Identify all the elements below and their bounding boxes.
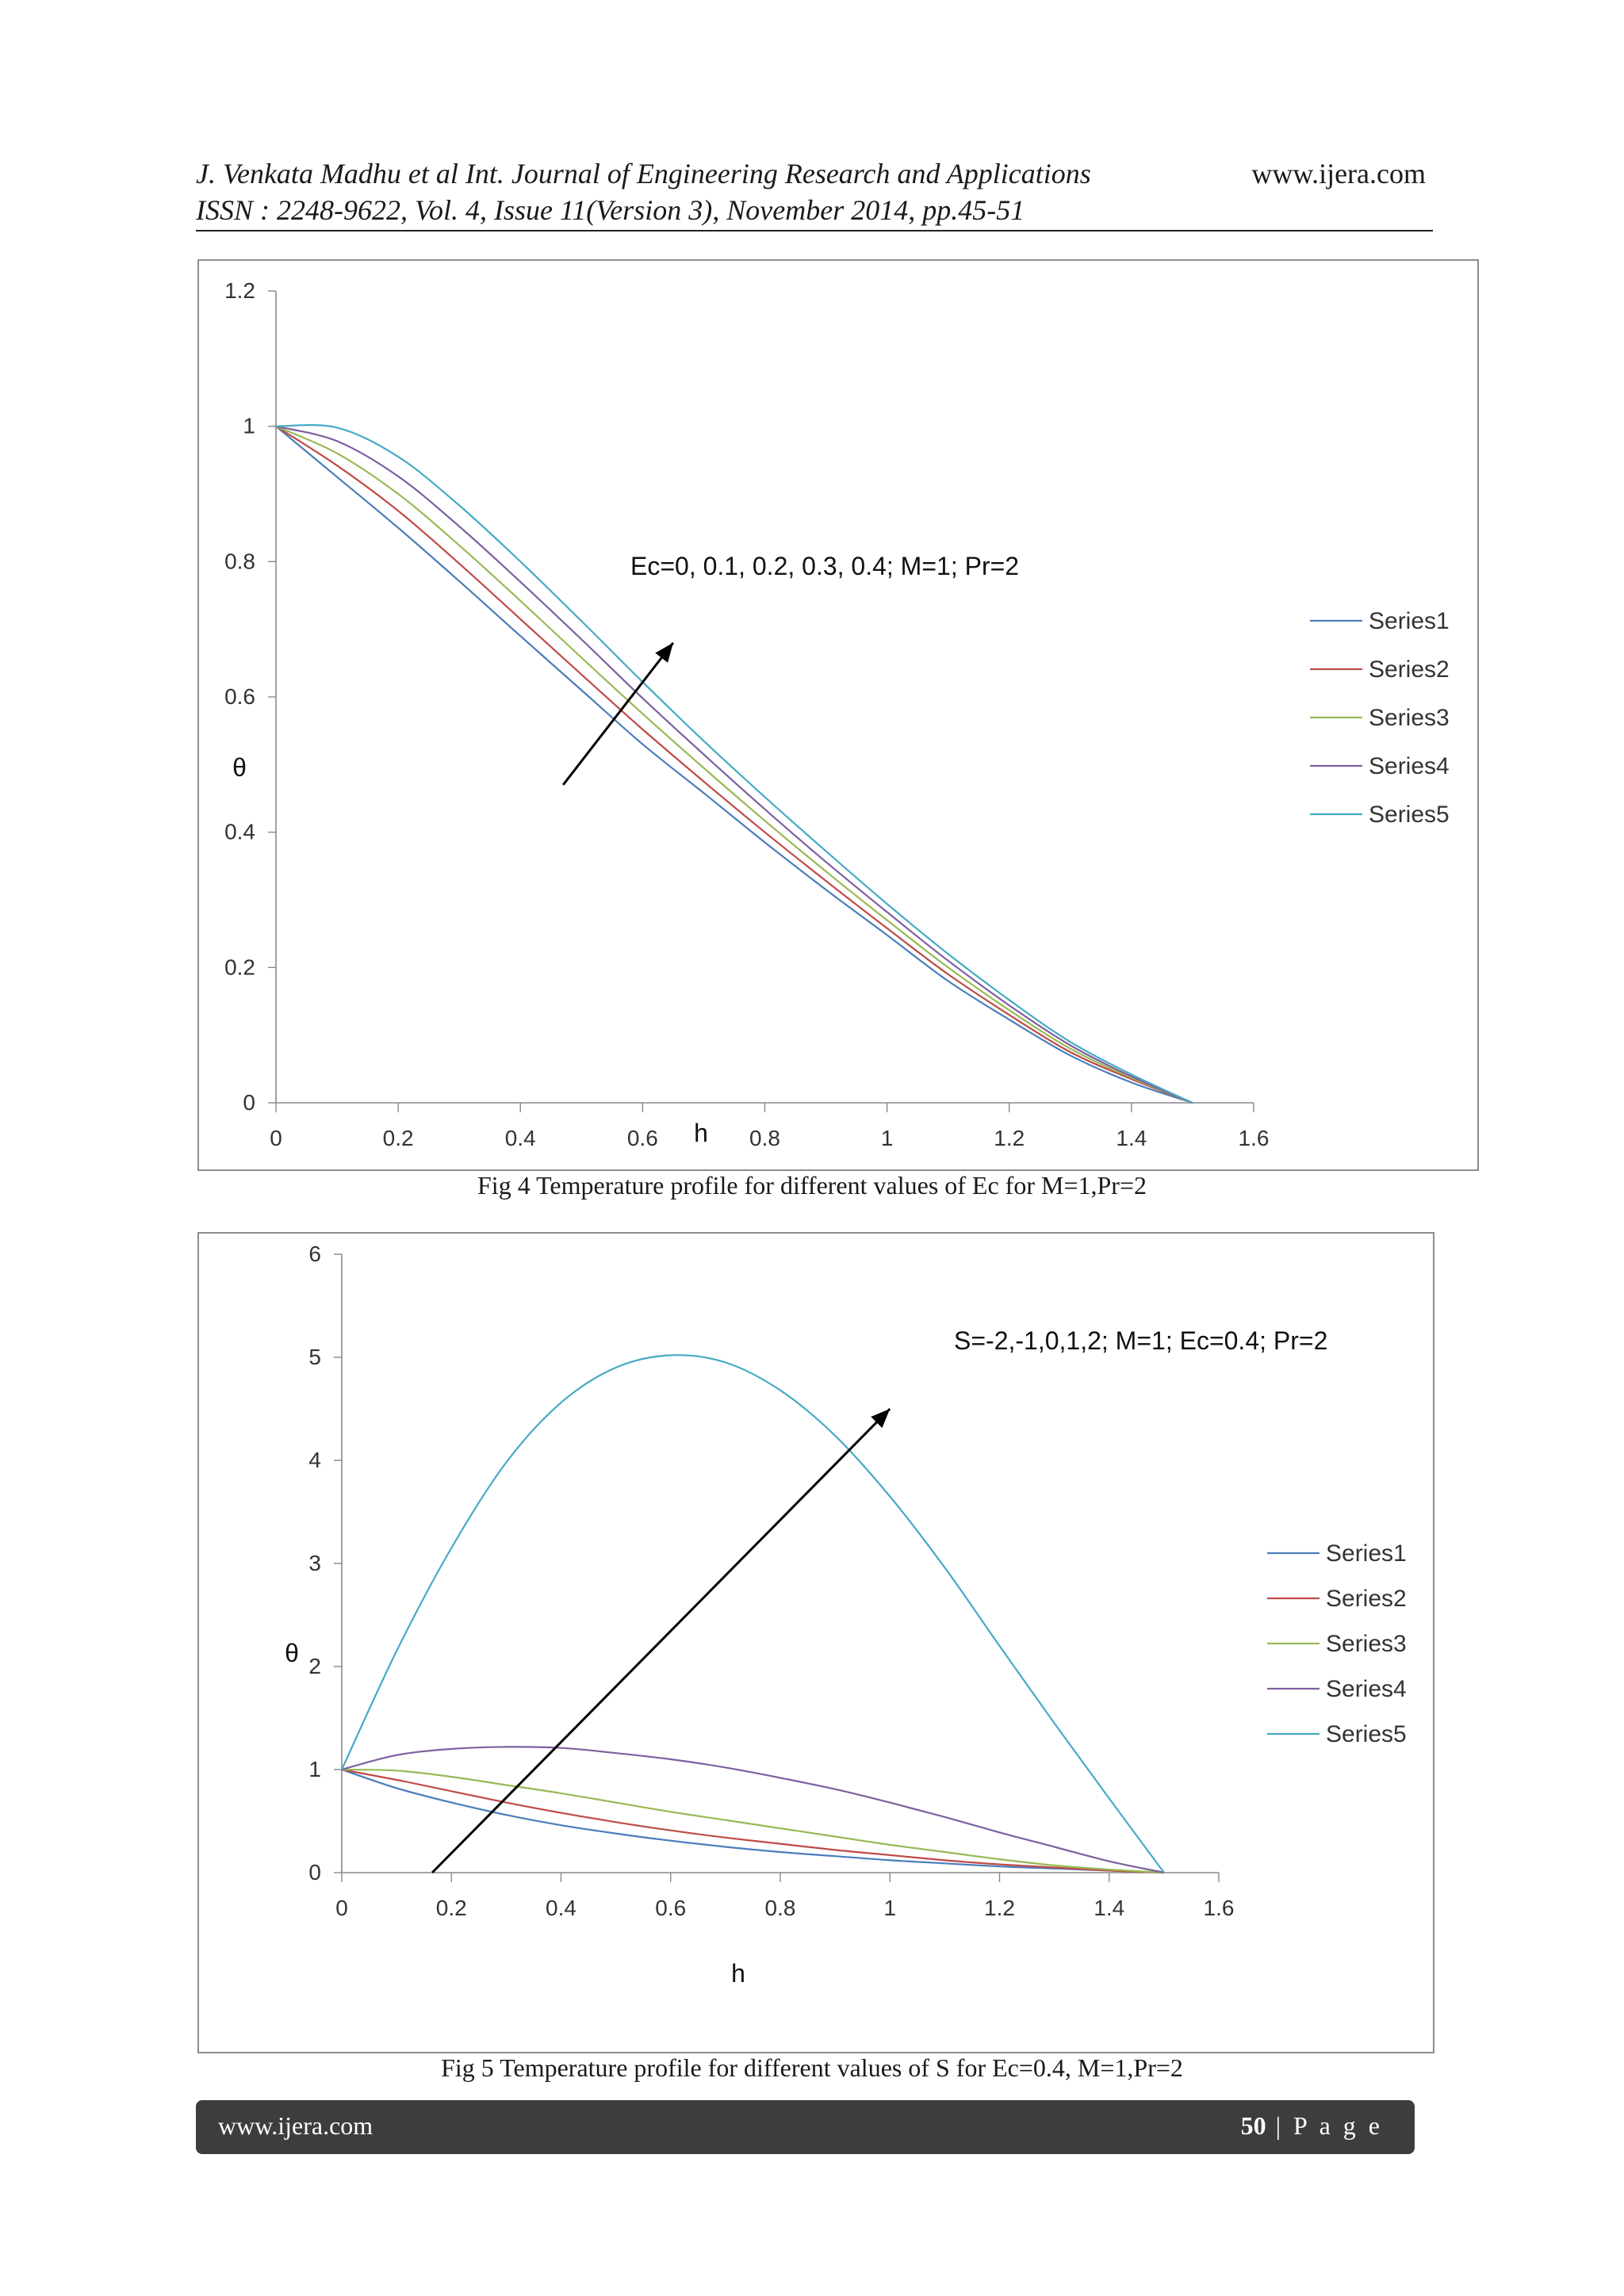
y-tick-label: 0.8	[224, 549, 255, 574]
x-tick-label: 1.2	[994, 1126, 1025, 1150]
series-line-series5	[342, 1355, 1164, 1873]
x-tick-label: 0.8	[764, 1896, 796, 1920]
x-tick-label: 1.4	[1094, 1896, 1125, 1920]
y-tick-label: 0.2	[224, 955, 255, 980]
legend-entry-series1: Series1	[1326, 1540, 1407, 1567]
series-line-series3	[276, 427, 1193, 1103]
y-tick-label: 5	[308, 1345, 321, 1369]
y-axis-label: θ	[285, 1639, 299, 1667]
x-tick-label: 1.6	[1238, 1126, 1270, 1150]
series-line-series4	[276, 427, 1193, 1103]
x-tick-label: 1	[880, 1126, 894, 1150]
x-axis-label: h	[731, 1959, 745, 1988]
y-axis-label: θ	[232, 753, 247, 782]
footer-page-indicator	[1241, 2111, 1383, 2141]
x-tick-label: 1.4	[1116, 1126, 1147, 1150]
legend-entry-series2: Series2	[1369, 656, 1450, 683]
y-tick-label: 1	[243, 413, 255, 438]
x-tick-label: 0	[335, 1896, 348, 1920]
y-tick-label: 0.4	[224, 819, 255, 844]
legend-entry-series4: Series4	[1369, 753, 1450, 779]
header-website[interactable]: www.ijera.com	[1251, 158, 1426, 189]
legend-entry-series5: Series5	[1326, 1721, 1407, 1747]
x-tick-label: 1.2	[984, 1896, 1015, 1920]
x-tick-label: 0.2	[435, 1896, 467, 1920]
figure-5-caption: Fig 5 Temperature profile for different values of S for Ec=0.4, M=1,Pr=2	[441, 2053, 1183, 2082]
series-line-series4	[342, 1747, 1164, 1873]
y-tick-label: 1.2	[224, 278, 255, 303]
x-tick-label: 0.6	[626, 1126, 658, 1150]
y-tick-label: 0	[243, 1090, 255, 1115]
legend-entry-series5: Series5	[1369, 802, 1450, 828]
page-number: 50	[1240, 2111, 1266, 2140]
series-line-series2	[276, 427, 1193, 1103]
legend-entry-series2: Series2	[1326, 1586, 1407, 1612]
figure-5-chart	[197, 1232, 1434, 2053]
legend-entry-series1: Series1	[1369, 608, 1450, 634]
journal-header	[196, 155, 1091, 228]
trend-arrow-line	[432, 1409, 890, 1873]
series-line-series5	[276, 425, 1193, 1103]
x-tick-label: 0.2	[382, 1126, 414, 1150]
legend-entry-series3: Series3	[1369, 705, 1450, 731]
header-divider	[196, 230, 1433, 232]
chart-annotation: S=-2,-1,0,1,2; M=1; Ec=0.4; Pr=2	[954, 1326, 1328, 1355]
y-tick-label: 0.6	[224, 684, 255, 709]
legend-entry-series4: Series4	[1326, 1676, 1407, 1702]
figure-4-plot	[199, 261, 1477, 1169]
x-tick-label: 0.4	[546, 1896, 576, 1920]
y-tick-label: 3	[308, 1551, 321, 1575]
x-tick-label: 1.6	[1203, 1896, 1235, 1920]
series-line-series3	[342, 1770, 1164, 1873]
trend-arrow-line	[563, 643, 673, 785]
journal-issn-line: ISSN : 2248-9622, Vol. 4, Issue 11(Version 3), November 2014, pp.45-51	[196, 194, 1025, 226]
figure-4-chart	[197, 259, 1479, 1171]
figure-4-caption: Fig 4 Temperature profile for different values of Ec for M=1,Pr=2	[477, 1171, 1147, 1200]
y-tick-label: 6	[308, 1242, 321, 1266]
x-tick-label: 0.6	[655, 1896, 687, 1920]
series-line-series1	[342, 1770, 1164, 1873]
y-tick-label: 4	[308, 1448, 321, 1472]
x-tick-label: 0.8	[749, 1126, 780, 1150]
figure-5-plot	[199, 1234, 1433, 2052]
chart-annotation: Ec=0, 0.1, 0.2, 0.3, 0.4; M=1; Pr=2	[630, 552, 1020, 580]
y-tick-label: 1	[308, 1757, 321, 1781]
series-line-series2	[342, 1770, 1164, 1873]
page-label: | P a g e	[1275, 2111, 1383, 2140]
x-tick-label: 1	[883, 1896, 897, 1920]
page-footer	[196, 2100, 1415, 2154]
legend-entry-series3: Series3	[1326, 1631, 1407, 1657]
trend-arrow-head	[655, 643, 673, 663]
x-axis-label: h	[694, 1119, 708, 1147]
y-tick-label: 0	[308, 1860, 321, 1885]
x-tick-label: 0.4	[504, 1126, 536, 1150]
series-line-series1	[276, 427, 1193, 1103]
footer-website[interactable]: www.ijera.com	[218, 2111, 373, 2140]
journal-citation-line: J. Venkata Madhu et al Int. Journal of Engineering Research and Applications	[196, 158, 1091, 189]
y-tick-label: 2	[308, 1654, 321, 1678]
x-tick-label: 0	[270, 1126, 282, 1150]
